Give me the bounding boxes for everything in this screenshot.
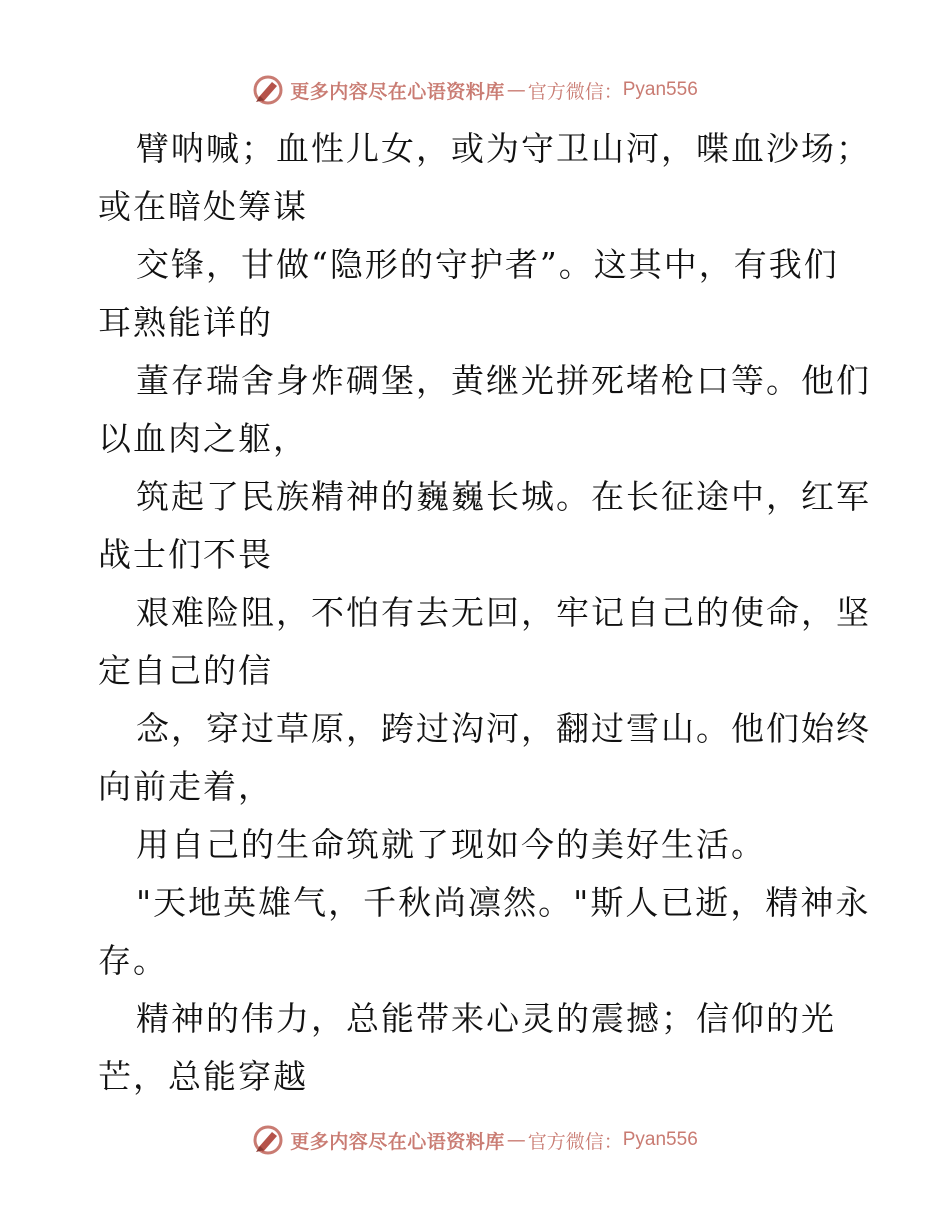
text-line: 或在暗处筹谋 <box>98 187 308 226</box>
header-text: 更多内容尽在心语资料库 <box>290 80 505 103</box>
footer-separator: — <box>506 1129 526 1151</box>
text-line: 筑起了民族精神的巍巍长城。在长征途中，红军 <box>136 477 871 516</box>
footer-wechat-label: 官方微信： <box>527 1130 623 1153</box>
text-line: 芒，总能穿越 <box>98 1057 308 1096</box>
text-line: 用自己的生命筑就了现如今的美好生活。 <box>136 825 766 864</box>
header-separator: — <box>506 79 526 101</box>
pen-circle-logo-icon <box>252 1124 284 1156</box>
text-line: 存。 <box>98 941 168 980</box>
text-line: "天地英雄气，千秋尚凛然。"斯人已逝，精神永 <box>136 883 871 922</box>
text-line: 以血肉之躯， <box>98 419 308 458</box>
footer-wechat-id: Pyan556 <box>622 1129 698 1150</box>
text-line: 臂呐喊；血性儿女，或为守卫山河，喋血沙场； <box>136 129 871 168</box>
text-line: 定自己的信 <box>98 651 273 690</box>
pen-circle-logo-icon <box>252 74 284 106</box>
text-line: 艰难险阻，不怕有去无回，牢记自己的使命，坚 <box>136 593 871 632</box>
text-line: 战士们不畏 <box>98 535 273 574</box>
text-line: 精神的伟力，总能带来心灵的震撼；信仰的光 <box>136 999 836 1038</box>
text-line: 向前走着， <box>98 767 273 806</box>
footer-banner <box>0 1120 950 1160</box>
text-line: 念，穿过草原，跨过沟河，翻过雪山。他们始终 <box>136 709 871 748</box>
header-wechat-id: Pyan556 <box>622 79 698 100</box>
header-banner <box>0 70 950 110</box>
header-wechat-label: 官方微信： <box>527 80 623 103</box>
body-text <box>98 120 871 1106</box>
footer-text: 更多内容尽在心语资料库 <box>290 1130 505 1153</box>
text-line: 耳熟能详的 <box>98 303 273 342</box>
text-line: 交锋，甘做“隐形的守护者”。这其中，有我们 <box>136 245 839 284</box>
text-line: 董存瑞舍身炸碉堡，黄继光拼死堵枪口等。他们 <box>136 361 871 400</box>
